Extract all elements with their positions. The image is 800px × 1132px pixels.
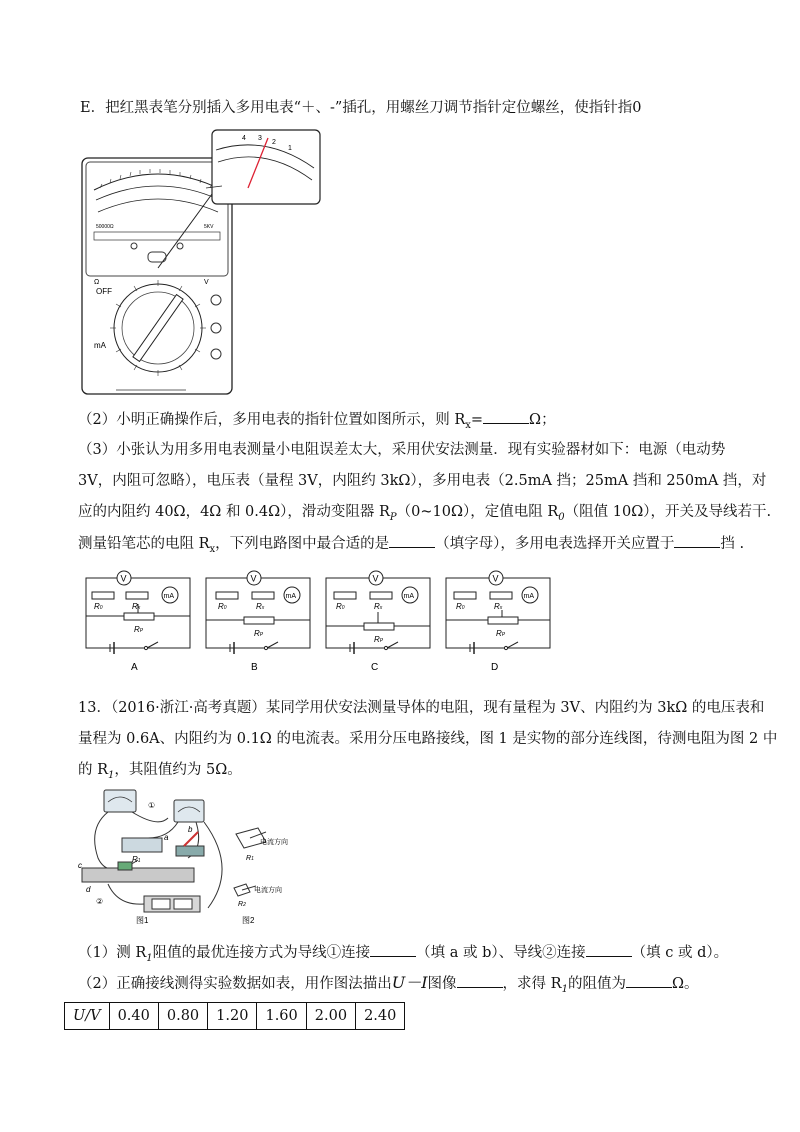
circuit-c bbox=[326, 571, 430, 673]
svg-text:V: V bbox=[492, 573, 499, 584]
circuit-a-label: A bbox=[131, 662, 138, 673]
q3-line1: （3）小张认为用多用电表测量小电阻误差太大，采用伏安法测量．现有实验器材如下：电源（电动势 bbox=[78, 442, 726, 458]
svg-text:R2: R2 bbox=[238, 901, 246, 908]
q13-line2: 量程为 0.6A、内阻约为 0.1Ω 的电流表。采用分压电路接线，图 1 是实物的部分连线图，待测电阻为图 2 中 bbox=[78, 731, 778, 747]
answer-blank-graph[interactable] bbox=[457, 973, 503, 988]
q13-line1: 13．（2016·浙江·高考真题）某同学用伏安法测量导体的电阻，现有量程为 3V、内阻约为 3kΩ 的电压表和 bbox=[78, 700, 765, 716]
svg-text:R1: R1 bbox=[132, 855, 141, 864]
q2-text: （2）小明正确操作后，多用电表的指针位置如图所示，则 $R_x= \Omega$； bbox=[78, 409, 556, 436]
table-cell: 1.20 bbox=[208, 1003, 257, 1030]
inset-tick-3: 3 bbox=[258, 135, 262, 142]
step-e-text: E．把红黑表笔分别插入多用电表“＋、-”插孔，用螺丝刀调节指针定位螺丝，使指针指0 bbox=[80, 100, 642, 116]
svg-text:5KV: 5KV bbox=[204, 224, 214, 230]
svg-text:mA: mA bbox=[285, 593, 296, 600]
label-d: d bbox=[86, 885, 91, 894]
table-cell: 2.00 bbox=[306, 1003, 355, 1030]
q13-line3: 的 $R_1$，其阻值约为 5Ω。 bbox=[78, 762, 242, 781]
inset-tick-2: 2 bbox=[272, 139, 276, 146]
q3-line3: 应的内阻约 40Ω，4Ω 和 0.4Ω），滑动变阻器 $R_P(0\sim 10\Omega)$，定值电阻 $R_0$（阻值 10Ω），开关及导线若干. bbox=[78, 504, 772, 523]
wire-1-label: ① bbox=[148, 801, 156, 810]
circuit-a bbox=[86, 571, 190, 673]
data-table bbox=[64, 1002, 405, 1030]
svg-text:RP: RP bbox=[254, 629, 264, 638]
svg-text:50000Ω: 50000Ω bbox=[96, 224, 114, 230]
svg-text:RP: RP bbox=[496, 629, 506, 638]
current-dir-2: 电流方向 bbox=[254, 887, 282, 894]
answer-blank-rx[interactable] bbox=[483, 409, 529, 424]
fig2-caption: 图2 bbox=[242, 916, 255, 925]
fig1-caption: 图1 bbox=[136, 916, 149, 925]
v-label: V bbox=[204, 279, 209, 286]
svg-text:R0: R0 bbox=[94, 602, 103, 611]
s2-text: （2）正确接线测得实验数据如表，用作图法描出U－I图像 ，求得 $R_1$的阻值为 Ω。 bbox=[78, 973, 699, 995]
svg-text:mA: mA bbox=[163, 593, 174, 600]
svg-text:V: V bbox=[250, 573, 257, 584]
circuit-b bbox=[206, 571, 310, 673]
inset-tick-1: 1 bbox=[288, 145, 292, 152]
inset-tick-4: 4 bbox=[242, 135, 246, 142]
answer-blank-r1[interactable] bbox=[626, 973, 672, 988]
svg-text:Rx: Rx bbox=[374, 602, 383, 611]
svg-text:R1: R1 bbox=[246, 855, 254, 862]
svg-text:RP: RP bbox=[134, 625, 144, 634]
svg-text:RP: RP bbox=[374, 635, 384, 644]
apparatus-figure bbox=[78, 788, 328, 926]
answer-blank-circuit[interactable] bbox=[389, 533, 435, 548]
circuit-c-label: C bbox=[371, 662, 379, 673]
svg-text:mA: mA bbox=[403, 593, 414, 600]
circuit-d bbox=[446, 571, 550, 673]
q3-line2: 3V，内阻可忽略），电压表（量程 3V，内阻约 3kΩ），多用电表（2.5mA 挡；25mA 挡和 250mA 挡，对 bbox=[78, 473, 767, 489]
svg-text:mA: mA bbox=[523, 593, 534, 600]
svg-text:Rx: Rx bbox=[256, 602, 265, 611]
circuit-diagrams bbox=[80, 566, 560, 678]
ma-label: mA bbox=[94, 341, 106, 350]
off-label: OFF bbox=[96, 287, 112, 296]
table-header-cell: U/V bbox=[65, 1003, 110, 1030]
svg-text:Rx: Rx bbox=[132, 602, 141, 611]
circuit-b-label: B bbox=[251, 662, 258, 673]
svg-text:R0: R0 bbox=[456, 602, 465, 611]
multimeter-figure bbox=[76, 128, 326, 400]
circuit-d-label: D bbox=[491, 662, 499, 673]
table-cell: 2.40 bbox=[356, 1003, 405, 1030]
label-b: b bbox=[188, 825, 193, 834]
current-dir-1: 电流方向 bbox=[260, 839, 288, 846]
table-cell: 0.40 bbox=[109, 1003, 158, 1030]
svg-text:V: V bbox=[120, 573, 127, 584]
label-c: c bbox=[78, 861, 82, 870]
svg-text:R0: R0 bbox=[218, 602, 227, 611]
svg-text:Rx: Rx bbox=[494, 602, 503, 611]
q3-line4: 测量铅笔芯的电阻 $R_x$，下列电路图中最合适的是 （填字母），多用电表选择开关应置于 挡 . bbox=[78, 533, 744, 560]
answer-blank-wire1[interactable] bbox=[370, 942, 416, 957]
table-row bbox=[65, 1003, 405, 1030]
table-cell: 1.60 bbox=[257, 1003, 306, 1030]
answer-blank-wire2[interactable] bbox=[586, 942, 632, 957]
table-cell: 0.80 bbox=[158, 1003, 207, 1030]
svg-text:R0: R0 bbox=[336, 602, 345, 611]
omega-label: Ω bbox=[94, 279, 100, 286]
label-a: a bbox=[164, 833, 169, 842]
wire-2-label: ② bbox=[96, 897, 104, 906]
s1-text: （1）测 $R_1$阻值的最优连接方式为导线①连接 （填 a 或 b）、导线②连接 （填 c 或 d）。 bbox=[78, 942, 728, 969]
svg-text:V: V bbox=[372, 573, 379, 584]
answer-blank-range[interactable] bbox=[674, 533, 720, 548]
